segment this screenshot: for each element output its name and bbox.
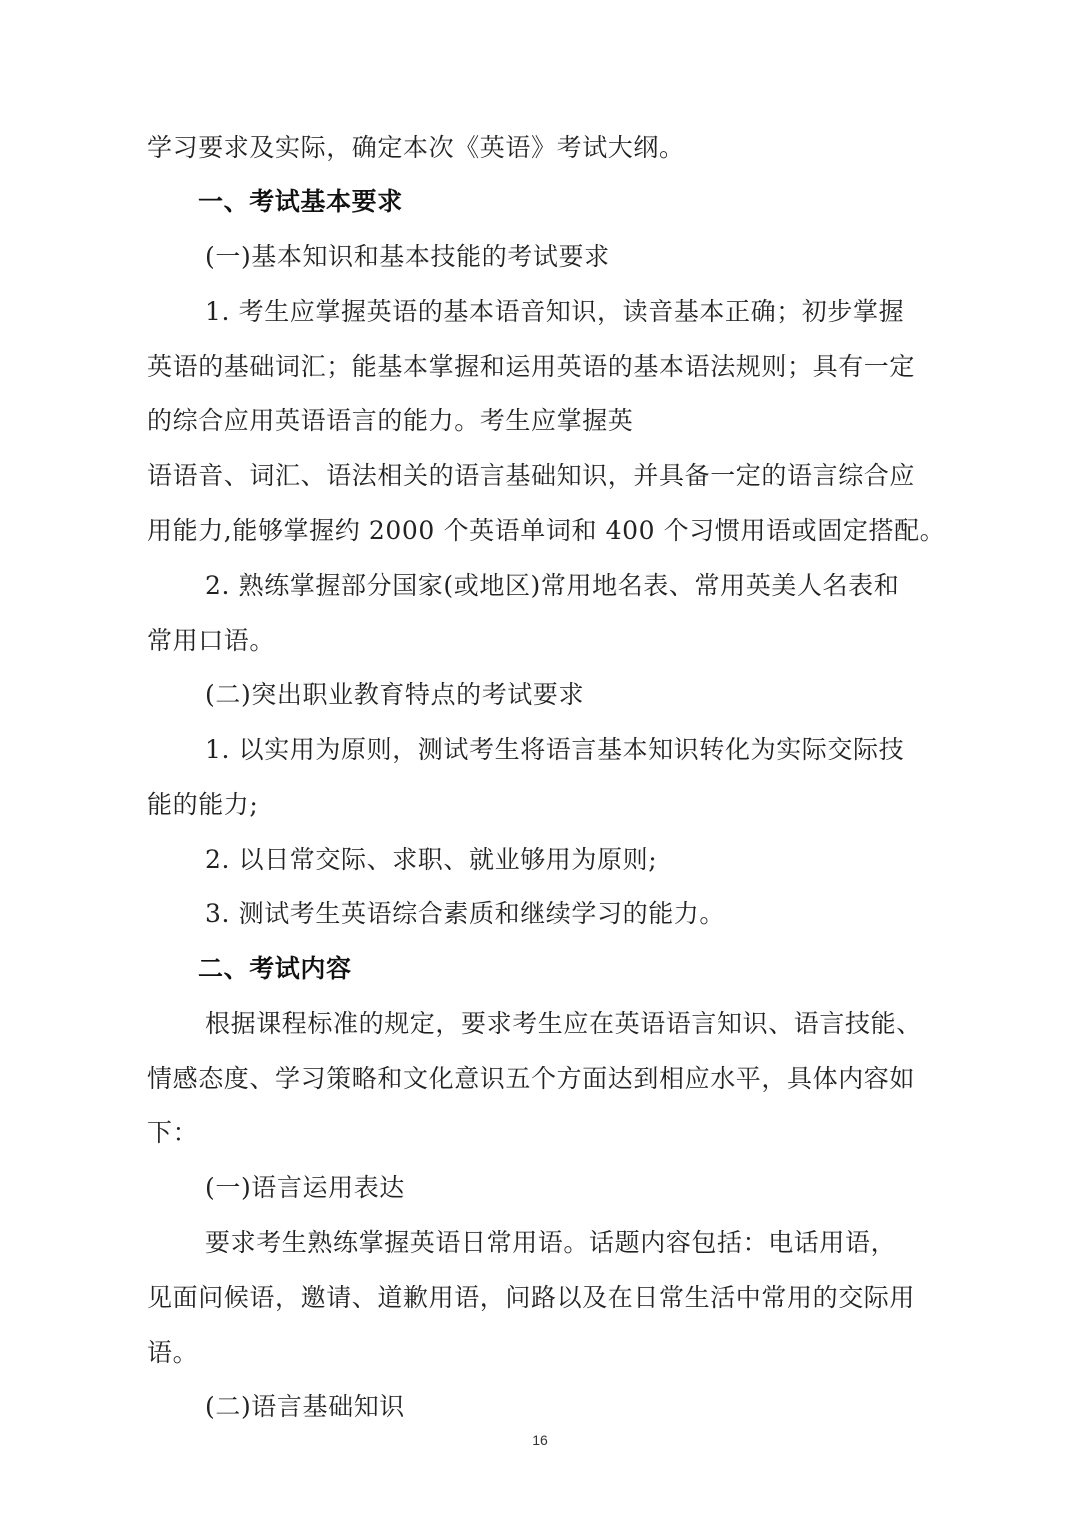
paragraph-line: 语。 (147, 1338, 199, 1367)
paragraph-line: 情感态度、学习策略和文化意识五个方面达到相应水平，具体内容如 (147, 1064, 916, 1093)
section-heading-exam-content: 二、考试内容 (198, 954, 352, 983)
paragraph-line: 常用口语。 (147, 626, 276, 655)
subsection-heading-language-basics: (二)语言基础知识 (205, 1392, 405, 1421)
paragraph-line: 1. 以实用为原则，测试考生将语言基本知识转化为实际交际技 (205, 735, 905, 764)
paragraph-line: 学习要求及实际，确定本次《英语》考试大纲。 (147, 133, 685, 162)
paragraph-line: 下： (147, 1118, 199, 1147)
paragraph-line: 的综合应用英语语言的能力。考生应掌握英 (147, 406, 634, 435)
section-heading-exam-requirements: 一、考试基本要求 (198, 187, 403, 216)
subsection-heading-language-use: (一)语言运用表达 (205, 1173, 405, 1202)
paragraph-line: 语语音、词汇、语法相关的语言基础知识，并具备一定的语言综合应 (147, 461, 916, 490)
paragraph-line: 要求考生熟练掌握英语日常用语。话题内容包括：电话用语， (205, 1228, 897, 1257)
subsection-heading-vocational: (二)突出职业教育特点的考试要求 (205, 680, 585, 709)
page-number: 16 (532, 1432, 548, 1448)
paragraph-line: 见面问候语，邀请、道歉用语，问路以及在日常生活中常用的交际用 (147, 1283, 916, 1312)
paragraph-line: 2. 熟练掌握部分国家(或地区)常用地名表、常用英美人名表和 (205, 571, 900, 600)
paragraph-line: 用能力,能够掌握约 2000 个英语单词和 400 个习惯用语或固定搭配。 (147, 516, 946, 545)
paragraph-line: 英语的基础词汇；能基本掌握和运用英语的基本语法规则；具有一定 (147, 352, 916, 381)
paragraph-line: 根据课程标准的规定，要求考生应在英语语言知识、语言技能、 (205, 1009, 922, 1038)
subsection-heading-basic-knowledge: (一)基本知识和基本技能的考试要求 (205, 242, 610, 271)
paragraph-line: 3. 测试考生英语综合素质和继续学习的能力。 (205, 899, 726, 928)
paragraph-line: 1. 考生应掌握英语的基本语音知识，读音基本正确；初步掌握 (205, 297, 905, 326)
paragraph-line: 2. 以日常交际、求职、就业够用为原则; (205, 845, 658, 874)
paragraph-line: 能的能力; (147, 790, 259, 819)
